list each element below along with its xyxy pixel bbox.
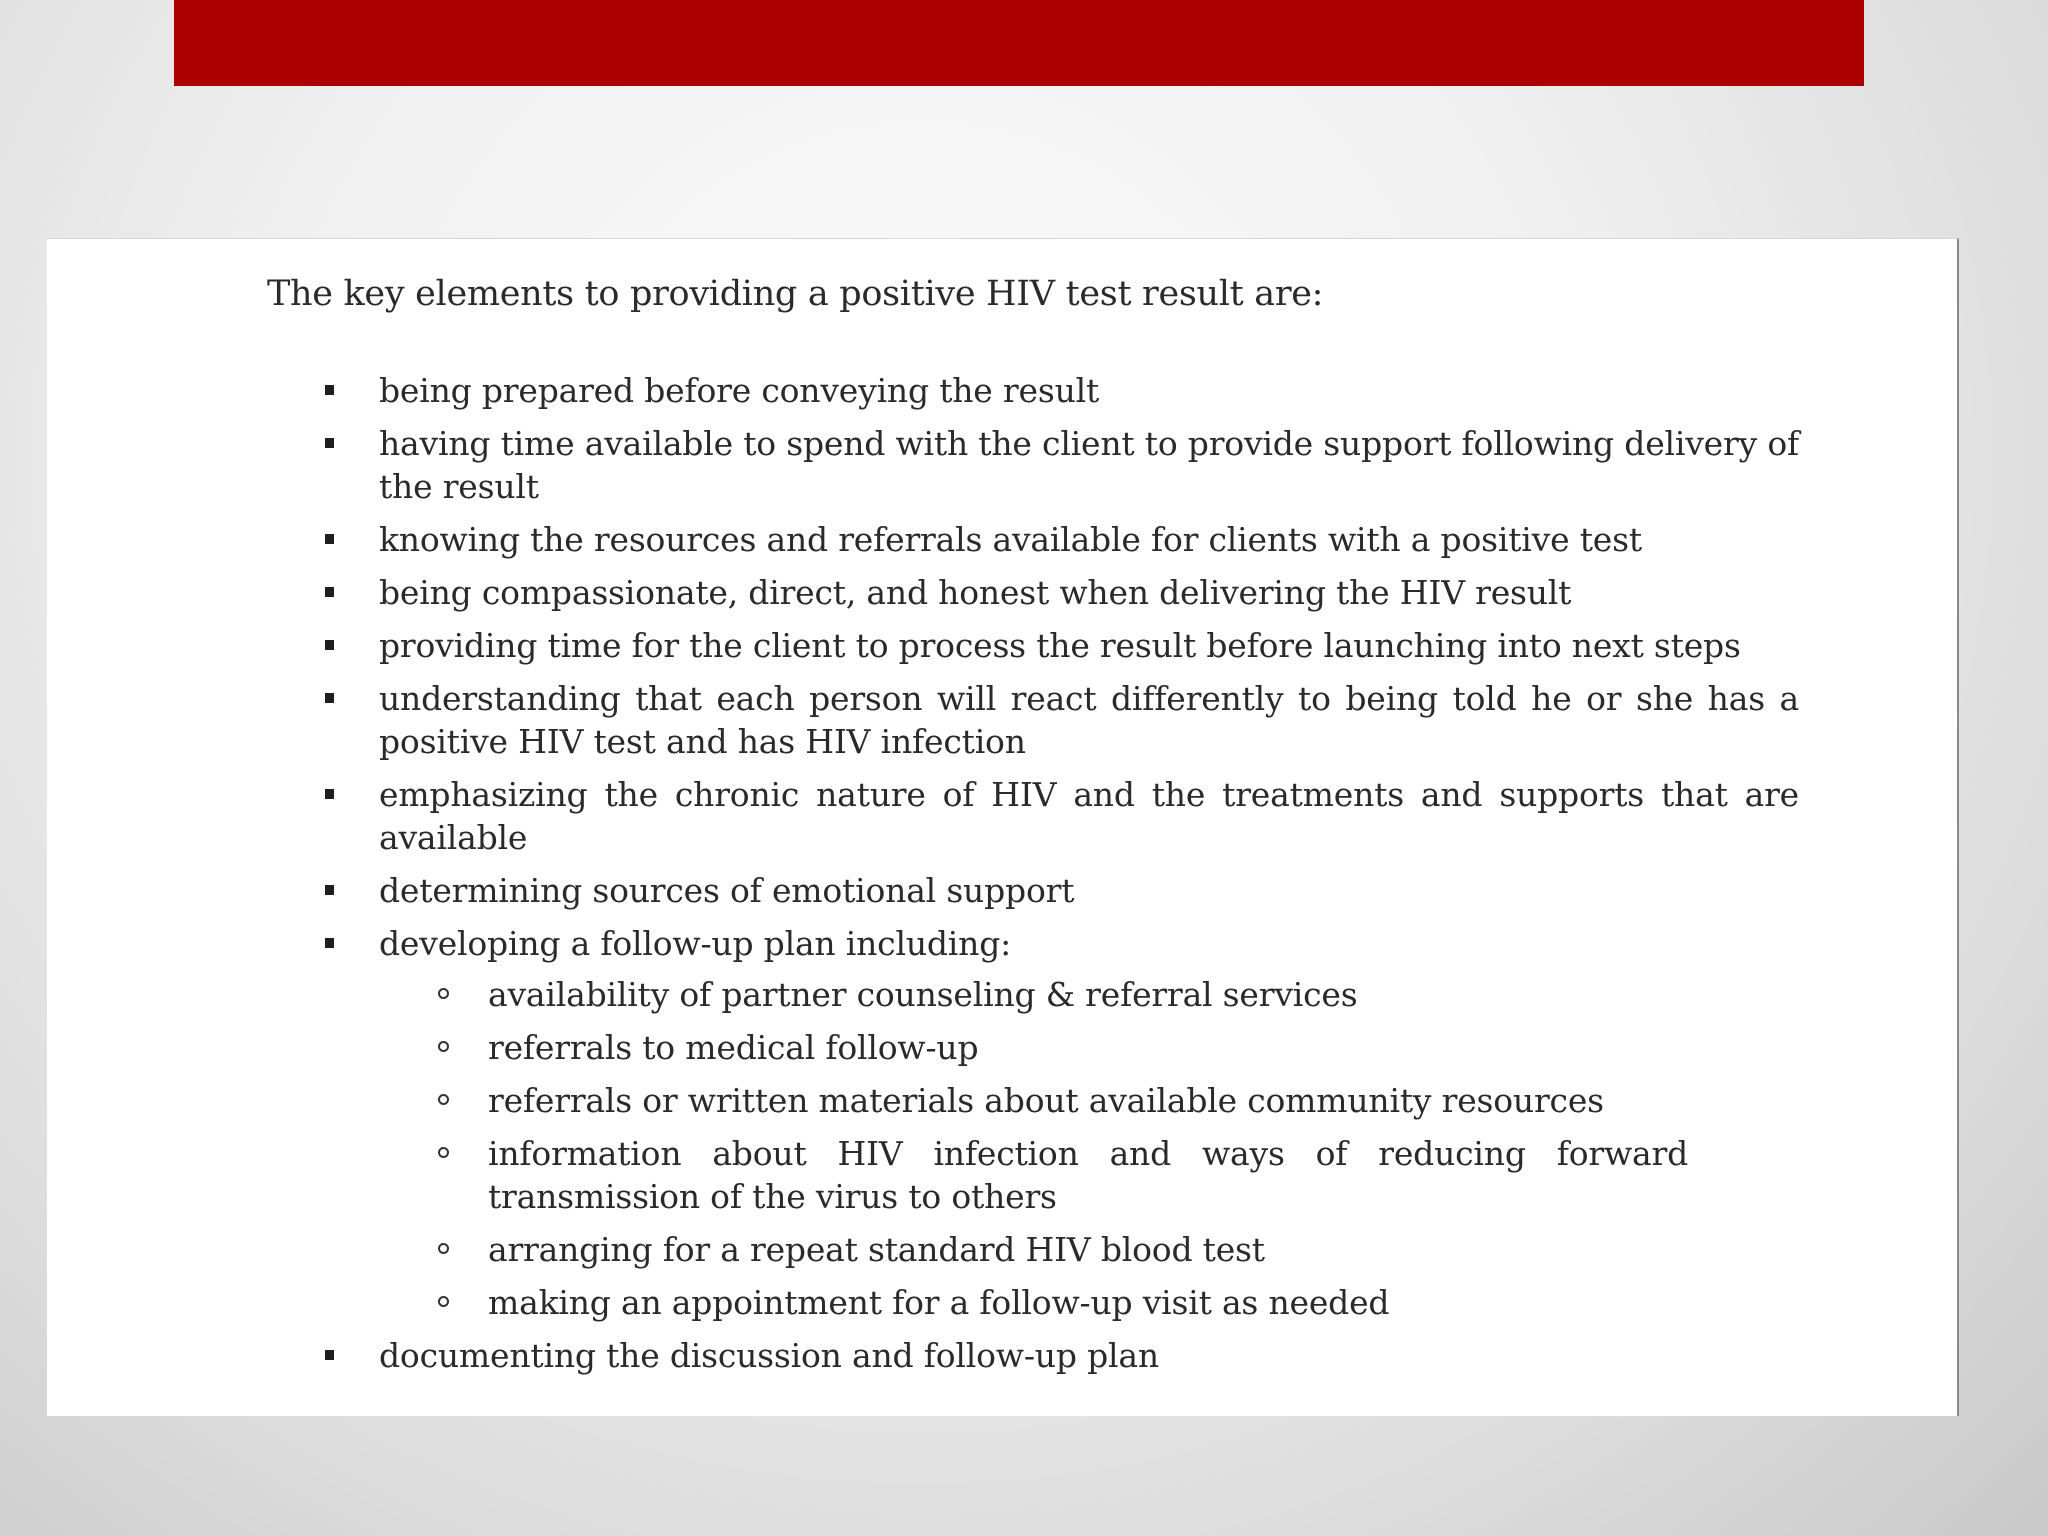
document-content bbox=[267, 273, 1799, 1375]
sub-list-item bbox=[375, 1228, 1688, 1271]
sub-list-item-text: information about HIV infection and ways of reducing forward transmission of the virus to others bbox=[488, 1134, 1688, 1216]
square-bullet-icon bbox=[325, 534, 334, 544]
list-item-text: understanding that each person will react differently to being told he or she has a positive HIV test and has HIV infection bbox=[379, 679, 1799, 761]
sub-list-item bbox=[375, 1079, 1688, 1122]
square-bullet-icon bbox=[325, 938, 334, 948]
square-bullet-icon bbox=[325, 885, 334, 895]
circle-bullet-icon bbox=[438, 988, 449, 999]
list-item bbox=[267, 1334, 1799, 1377]
list-item-text: developing a follow-up plan including: bbox=[379, 924, 1012, 963]
list-item bbox=[267, 518, 1799, 561]
sub-list-item-text: arranging for a repeat standard HIV blood test bbox=[488, 1230, 1265, 1269]
list-item bbox=[267, 422, 1799, 508]
sub-list-item-text: making an appointment for a follow-up visit as needed bbox=[488, 1283, 1390, 1322]
list-item-text: determining sources of emotional support bbox=[379, 871, 1075, 910]
sub-list-item-text: availability of partner counseling & referral services bbox=[488, 975, 1358, 1014]
sub-list-item bbox=[375, 1132, 1688, 1218]
circle-bullet-icon bbox=[438, 1094, 449, 1105]
list-item bbox=[267, 922, 1799, 1324]
square-bullet-icon bbox=[325, 789, 334, 799]
list-item-text: being prepared before conveying the result bbox=[379, 371, 1100, 410]
list-item-text: having time available to spend with the client to provide support following delivery of the result bbox=[379, 424, 1799, 506]
square-bullet-icon bbox=[325, 385, 334, 395]
list-item-text: emphasizing the chronic nature of HIV and the treatments and supports that are available bbox=[379, 775, 1799, 857]
square-bullet-icon bbox=[325, 1350, 334, 1360]
square-bullet-icon bbox=[325, 438, 334, 448]
list-item bbox=[267, 369, 1799, 412]
list-item bbox=[267, 677, 1799, 763]
circle-bullet-icon bbox=[438, 1147, 449, 1158]
list-item-text: providing time for the client to process the result before launching into next steps bbox=[379, 626, 1741, 665]
circle-bullet-icon bbox=[438, 1243, 449, 1254]
list-item-text: documenting the discussion and follow-up plan bbox=[379, 1336, 1159, 1375]
sub-list-item bbox=[375, 1026, 1688, 1069]
list-item bbox=[267, 624, 1799, 667]
intro-text: The key elements to providing a positive HIV test result are: bbox=[267, 274, 1324, 314]
list-item bbox=[267, 571, 1799, 614]
sub-list-item bbox=[375, 973, 1688, 1016]
circle-bullet-icon bbox=[438, 1296, 449, 1307]
sub-list-item bbox=[375, 1281, 1688, 1324]
square-bullet-icon bbox=[325, 587, 334, 597]
key-elements-list bbox=[267, 369, 1799, 1387]
list-item-text: being compassionate, direct, and honest when delivering the HIV result bbox=[379, 573, 1572, 612]
circle-bullet-icon bbox=[438, 1041, 449, 1052]
follow-up-plan-list bbox=[375, 973, 1795, 1324]
list-item bbox=[267, 869, 1799, 912]
square-bullet-icon bbox=[325, 640, 334, 650]
list-item-text: knowing the resources and referrals available for clients with a positive test bbox=[379, 520, 1642, 559]
title-bar bbox=[174, 0, 1864, 86]
list-item bbox=[267, 773, 1799, 859]
document-image bbox=[47, 238, 1959, 1416]
sub-list-item-text: referrals to medical follow-up bbox=[488, 1028, 979, 1067]
square-bullet-icon bbox=[325, 693, 334, 703]
sub-list-item-text: referrals or written materials about available community resources bbox=[488, 1081, 1604, 1120]
